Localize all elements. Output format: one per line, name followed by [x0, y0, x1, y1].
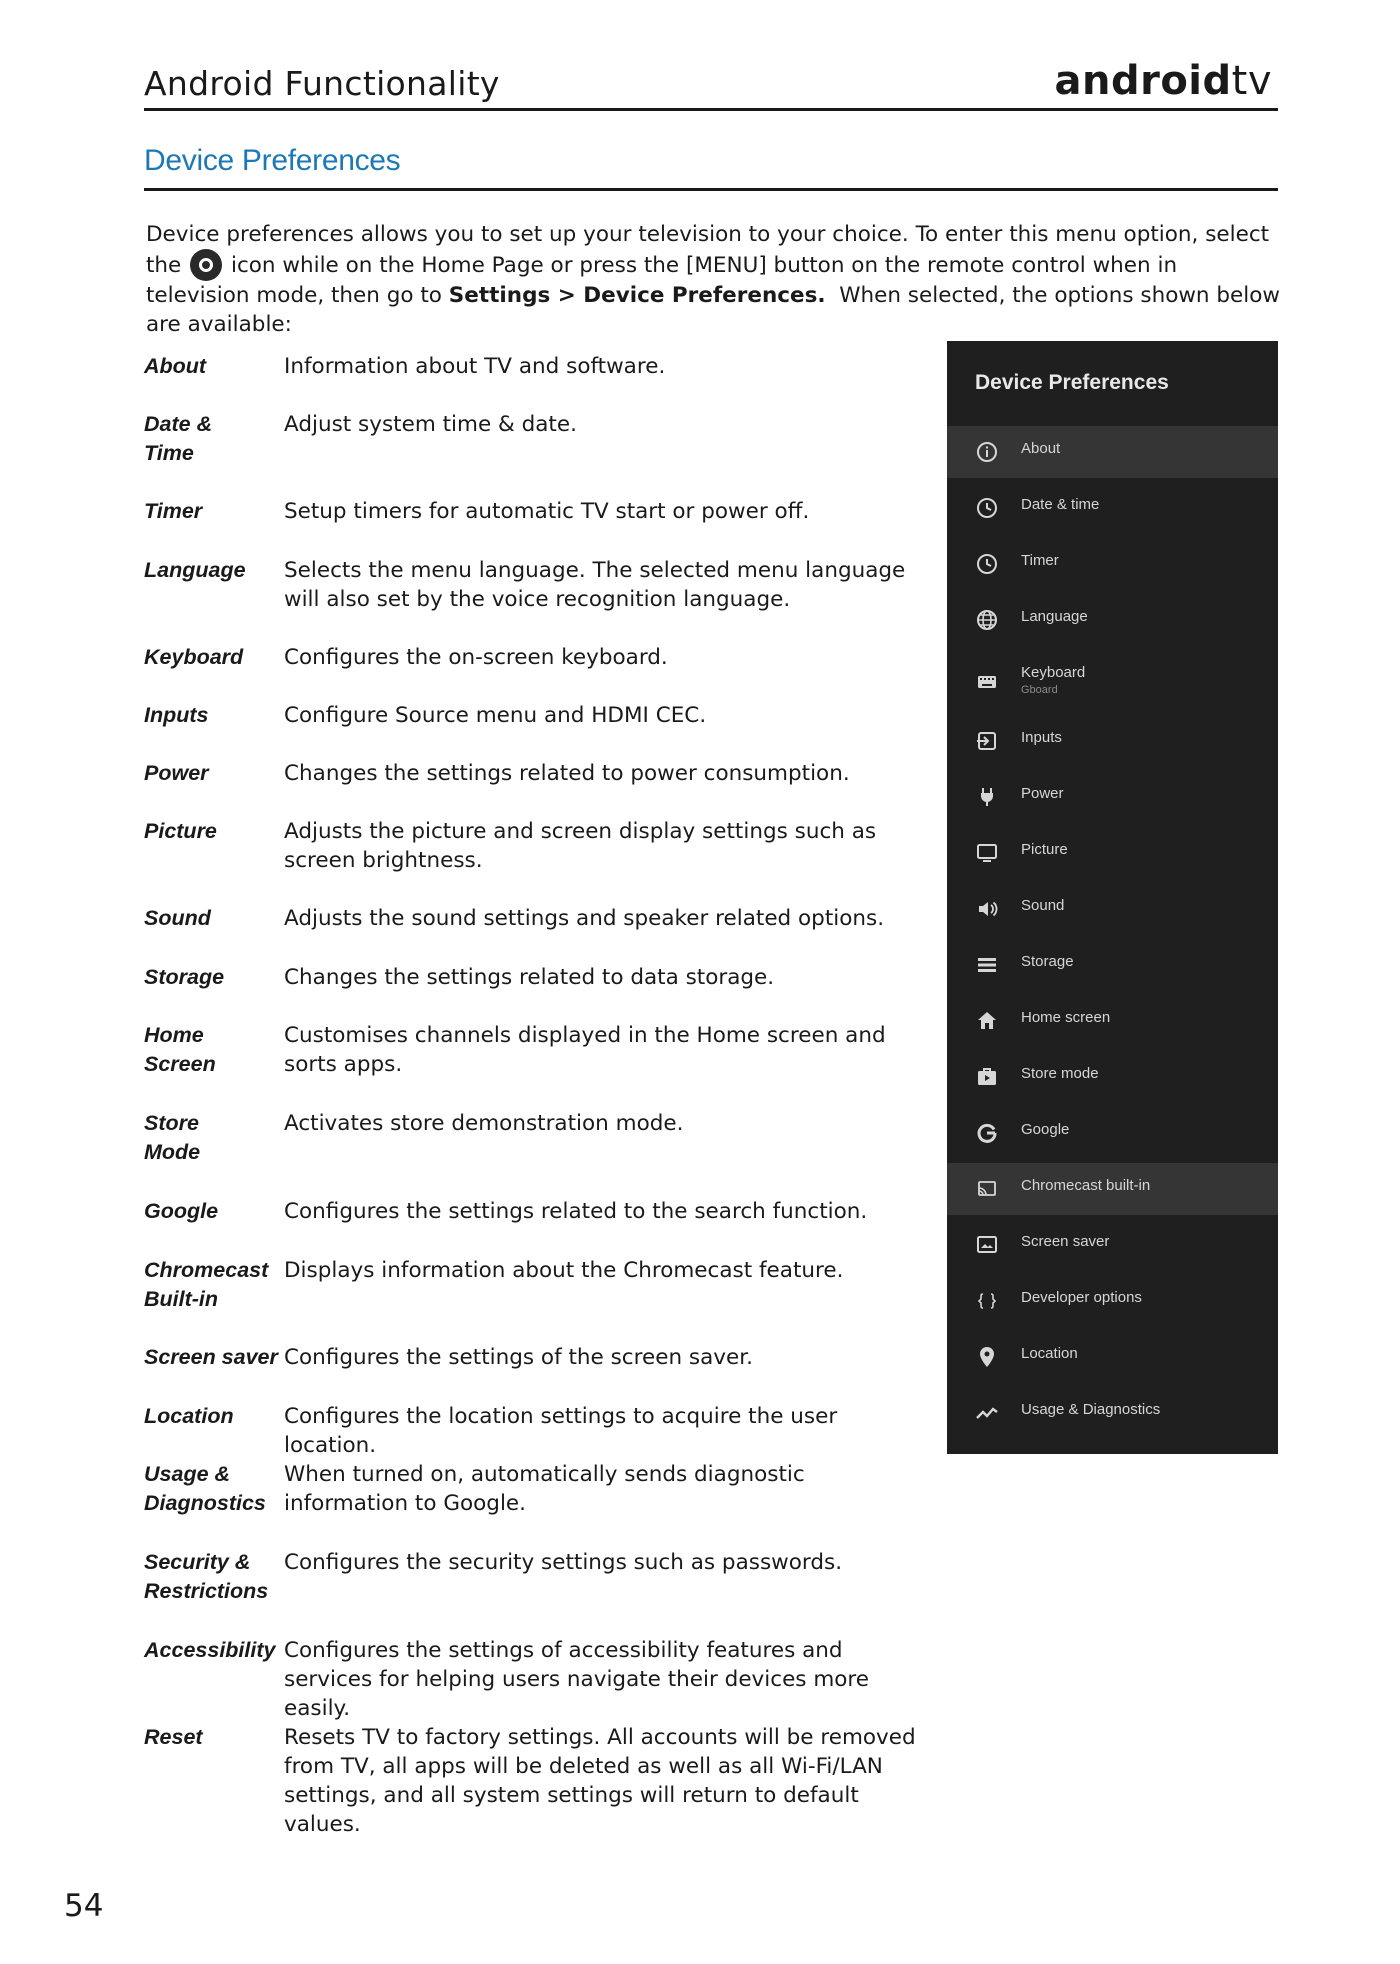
definition-term: Home Screen	[144, 1023, 216, 1076]
tv-menu-item-label: Google	[1021, 1121, 1070, 1138]
tv-menu-item-label: Timer	[1021, 552, 1059, 569]
definition-term: Picture	[144, 819, 217, 843]
tv-menu-item-storage[interactable]	[947, 939, 1278, 991]
location-pin-icon	[975, 1345, 999, 1369]
definition-desc: Configures the settings related to the search function.	[284, 1199, 868, 1224]
keyboard-icon	[975, 670, 999, 694]
tv-menu-item-chromecast[interactable]	[947, 1163, 1278, 1215]
tv-menu-item-label: Date & time	[1021, 496, 1100, 513]
monitor-icon	[975, 841, 999, 865]
page-header	[144, 58, 1278, 111]
diagnostics-icon	[975, 1401, 999, 1425]
definition-desc: Resets TV to factory settings. All accounts will be removed from TV, all apps will be deleted as well as all Wi-Fi/LAN settings, and all system settings will return to default values.	[284, 1725, 916, 1837]
speaker-icon	[975, 897, 999, 921]
tv-menu-item-sound[interactable]	[947, 883, 1278, 935]
definition-term: About	[144, 354, 207, 378]
tv-menu-item-label: Chromecast built-in	[1021, 1177, 1151, 1194]
definition-desc: Configures the on-screen keyboard.	[284, 645, 668, 670]
definition-term: Date & Time	[144, 412, 213, 465]
tv-menu-item-power[interactable]	[947, 771, 1278, 823]
info-icon	[975, 440, 999, 464]
intro-paragraph: Device preferences allows you to set up your television to your choice. To enter this menu option, select the icon while on the Home Page or press the [MENU] button on the remote control when in television mode, then go to Settings > Device Preferences. When selected, the options shown below are available:	[146, 222, 1280, 337]
power-plug-icon	[975, 785, 999, 809]
google-icon	[975, 1121, 999, 1145]
globe-icon	[975, 608, 999, 632]
tv-menu-item-label: Picture	[1021, 841, 1068, 858]
definition-term: Inputs	[144, 703, 209, 727]
store-icon	[975, 1065, 999, 1089]
definition-desc: Configure Source menu and HDMI CEC.	[284, 703, 707, 728]
definition-desc: When turned on, automatically sends diagnostic information to Google.	[284, 1462, 805, 1516]
definition-desc: Adjusts the picture and screen display settings such as screen brightness.	[284, 819, 877, 873]
tv-menu-item-store-mode[interactable]	[947, 1051, 1278, 1103]
braces-icon	[975, 1289, 999, 1313]
tv-settings-screenshot	[947, 341, 1278, 1454]
definition-term: Reset	[144, 1725, 203, 1749]
tv-menu-item-picture[interactable]	[947, 827, 1278, 879]
definition-term: Power	[144, 761, 209, 785]
definition-desc: Adjusts the sound settings and speaker related options.	[284, 906, 885, 931]
tv-menu-item-timer[interactable]	[947, 538, 1278, 590]
tv-menu-item-keyboard[interactable]	[947, 650, 1278, 702]
tv-menu-item-label: About	[1021, 440, 1061, 457]
tv-menu-item-label: Keyboard	[1021, 664, 1086, 681]
tv-menu-item-about[interactable]	[947, 426, 1278, 478]
definition-desc: Selects the menu language. The selected menu language will also set by the voice recognition language.	[284, 558, 906, 612]
tv-menu-title: Device Preferences	[975, 371, 1169, 394]
page-number: 54	[64, 1888, 104, 1924]
tv-menu-item-label: Store mode	[1021, 1065, 1099, 1082]
definition-desc: Changes the settings related to power consumption.	[284, 761, 850, 786]
tv-menu-item-label: Usage & Diagnostics	[1021, 1401, 1161, 1418]
definition-term: Google	[144, 1199, 219, 1223]
definition-desc: Displays information about the Chromecast feature.	[284, 1258, 844, 1283]
tv-menu-item-label: Power	[1021, 785, 1064, 802]
tv-menu-item-google[interactable]	[947, 1107, 1278, 1159]
definition-desc: Configures the security settings such as passwords.	[284, 1550, 843, 1575]
definition-term: Screen saver	[144, 1345, 278, 1369]
tv-menu-item-label: Location	[1021, 1345, 1078, 1362]
definition-desc: Configures the settings of the screen saver.	[284, 1345, 753, 1370]
definition-desc: Information about TV and software.	[284, 354, 666, 379]
chapter-title: Android Functionality	[144, 64, 500, 103]
tv-menu-item-usage-diagnostics[interactable]	[947, 1387, 1278, 1439]
definition-term: Timer	[144, 499, 203, 523]
tv-menu-item-label: Home screen	[1021, 1009, 1111, 1026]
tv-menu-item-label: Developer options	[1021, 1289, 1142, 1306]
cast-icon	[975, 1177, 999, 1201]
definition-term: Chromecast Built-in	[144, 1258, 269, 1311]
tv-menu-item-date-time[interactable]	[947, 482, 1278, 534]
tv-menu-item-home-screen[interactable]	[947, 995, 1278, 1047]
definition-term: Storage	[144, 965, 225, 989]
tv-menu-item-label: Inputs	[1021, 729, 1062, 746]
tv-menu-item-language[interactable]	[947, 594, 1278, 646]
tv-menu-item-screen-saver[interactable]	[947, 1219, 1278, 1271]
tv-menu-item-label: Storage	[1021, 953, 1074, 970]
tv-menu-item-location[interactable]	[947, 1331, 1278, 1383]
timer-icon	[975, 552, 999, 576]
storage-icon	[975, 953, 999, 977]
definition-desc: Configures the settings of accessibility features and services for helping users navigate their devices more easily.	[284, 1638, 870, 1721]
tv-menu-item-developer-options[interactable]	[947, 1275, 1278, 1327]
home-icon	[975, 1009, 999, 1033]
tv-menu-item-label: Sound	[1021, 897, 1065, 914]
definition-desc: Setup timers for automatic TV start or power off.	[284, 499, 810, 524]
definition-desc: Activates store demonstration mode.	[284, 1111, 684, 1136]
definition-desc: Customises channels displayed in the Home screen and sorts apps.	[284, 1023, 886, 1077]
tv-menu-item-label: Screen saver	[1021, 1233, 1110, 1250]
definition-desc: Adjust system time & date.	[284, 412, 577, 437]
tv-menu-item-sublabel: Gboard	[1021, 684, 1058, 696]
definition-term: Store Mode	[144, 1111, 201, 1164]
definition-term: Accessibility	[144, 1638, 276, 1662]
screensaver-icon	[975, 1233, 999, 1257]
input-icon	[975, 729, 999, 753]
section-header	[144, 140, 1278, 191]
definition-term: Keyboard	[144, 645, 244, 669]
settings-gear-icon	[190, 249, 222, 281]
definition-desc: Configures the location settings to acquire the user location.	[284, 1404, 838, 1458]
clock-icon	[975, 496, 999, 520]
definition-term: Usage & Diagnostics	[144, 1462, 266, 1515]
definition-term: Location	[144, 1404, 234, 1428]
section-title: Device Preferences	[144, 144, 401, 177]
tv-menu-item-inputs[interactable]	[947, 715, 1278, 767]
definition-term: Language	[144, 558, 246, 582]
tv-menu-item-label: Language	[1021, 608, 1088, 625]
definition-desc: Changes the settings related to data storage.	[284, 965, 775, 990]
androidtv-logo: androidtv	[1054, 58, 1272, 104]
definition-term: Sound	[144, 906, 211, 930]
definition-term: Security & Restrictions	[144, 1550, 269, 1603]
